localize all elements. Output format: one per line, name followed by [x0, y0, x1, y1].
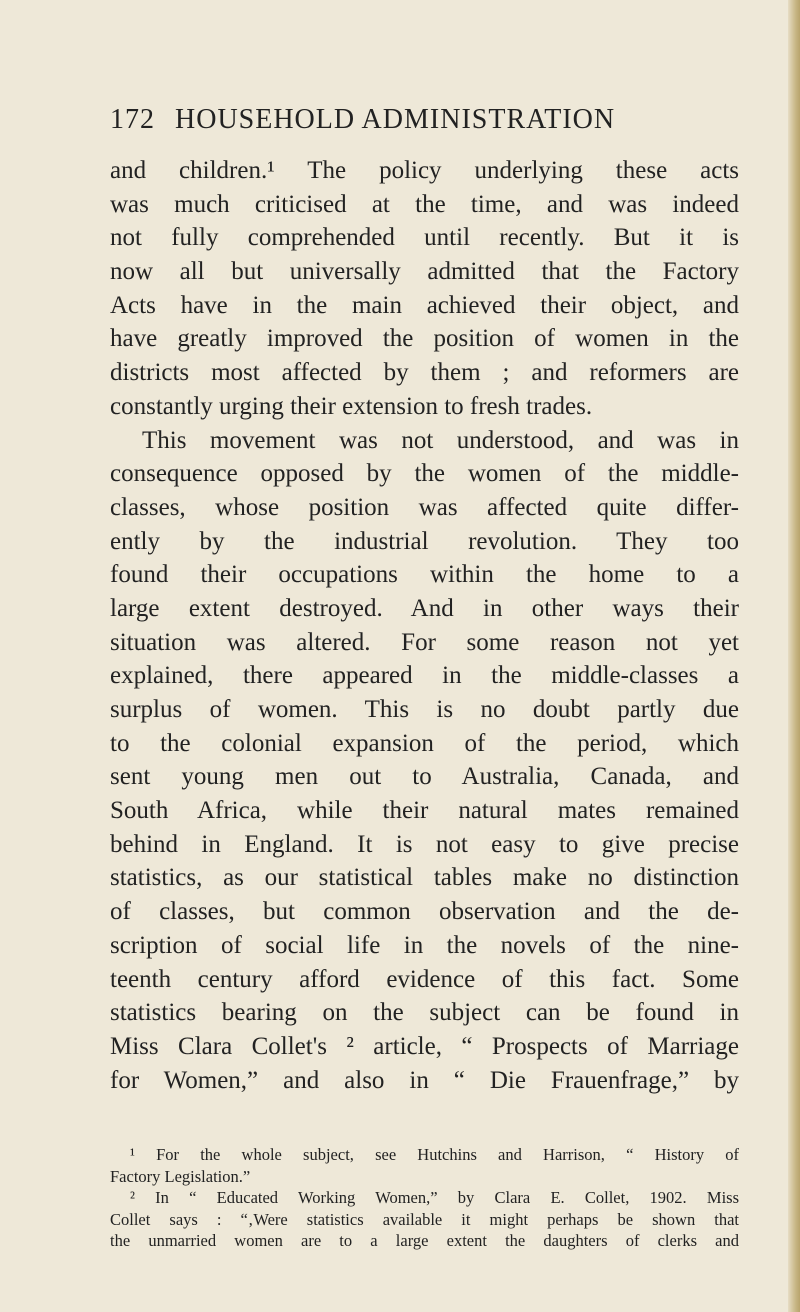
text-line: statistics bearing on the subject can be found in	[110, 999, 739, 1027]
text-line: not fully comprehended until recently. But it is	[110, 224, 739, 252]
text-line: behind in England. It is not easy to give precise	[110, 830, 739, 858]
footnote-2-cont: the unmarried women are to a large extent the daughters of clerks and	[110, 1231, 739, 1251]
footnote-2-cont: Collet says : “‚Were statistics available it might perhaps be shown that	[110, 1209, 739, 1229]
footnote-1-cont: Factory Legislation.”	[110, 1166, 251, 1186]
footnote-2: ² In “ Educated Working Women,” by Clara E. Collet, 1902. Miss	[130, 1188, 739, 1208]
footnote-1: ¹ For the whole subject, see Hutchins and Harrison, “ History of	[130, 1145, 739, 1164]
paragraph-start-line: This movement was not understood, and was in	[142, 426, 739, 454]
page-number: 172	[110, 104, 155, 135]
page-edge	[788, 0, 800, 1312]
text-line: of classes, but common observation and the de-	[110, 898, 739, 926]
text-line: sent young men out to Australia, Canada, and	[110, 763, 739, 791]
text-line: now all but universally admitted that the Factory	[110, 258, 739, 286]
text-line: ently by the industrial revolution. They too	[110, 527, 739, 555]
text-line: South Africa, while their natural mates remained	[110, 797, 739, 825]
footnotes	[110, 1144, 739, 1252]
text-line: consequence opposed by the women of the middle-	[110, 460, 739, 488]
text-line: situation was altered. For some reason not yet	[110, 628, 739, 656]
text-line: classes, whose position was affected quite differ-	[110, 493, 739, 521]
text-line: and children.¹ The policy underlying these acts	[110, 157, 739, 184]
text-line: was much criticised at the time, and was indeed	[110, 190, 739, 218]
text-line: to the colonial expansion of the period, which	[110, 729, 739, 757]
body-text	[110, 154, 739, 1097]
running-header	[110, 104, 750, 136]
text-line: teenth century afford evidence of this fact. Some	[110, 965, 739, 993]
text-line: found their occupations within the home to a	[110, 561, 739, 589]
text-line: for Women,” and also in “ Die Frauenfrage,” by	[110, 1066, 739, 1094]
text-line: districts most affected by them ; and reformers are	[110, 359, 739, 387]
running-title: HOUSEHOLD ADMINISTRATION	[175, 104, 616, 135]
text-line: Acts have in the main achieved their object, and	[110, 291, 739, 319]
text-line: scription of social life in the novels of the nine-	[110, 931, 739, 959]
text-line: constantly urging their extension to fresh trades.	[110, 392, 593, 420]
text-line: surplus of women. This is no doubt partly due	[110, 696, 739, 723]
text-line: Miss Clara Collet's ² article, “ Prospects of Marriage	[110, 1032, 739, 1060]
text-line: large extent destroyed. And in other ways their	[110, 594, 739, 622]
text-line: have greatly improved the position of women in the	[110, 325, 739, 353]
text-line: statistics, as our statistical tables make no distinction	[110, 864, 739, 892]
text-line: explained, there appeared in the middle-classes a	[110, 662, 739, 690]
